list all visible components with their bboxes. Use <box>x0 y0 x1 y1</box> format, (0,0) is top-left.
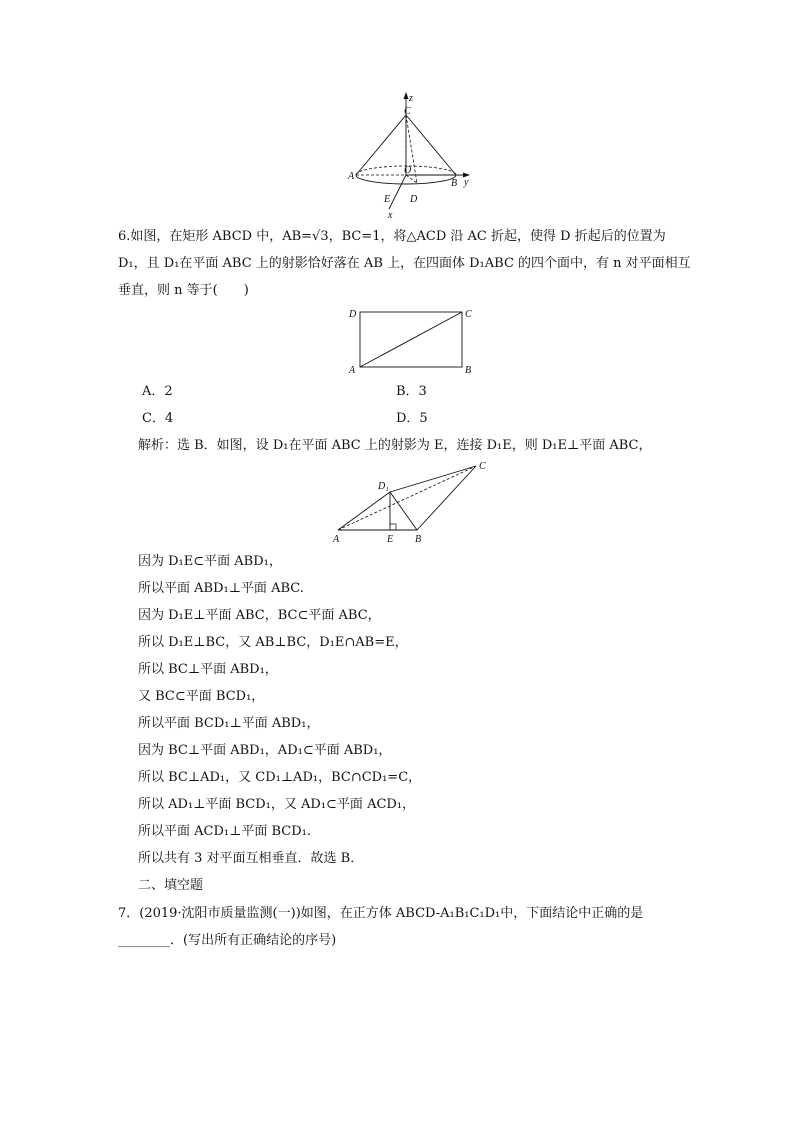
label-D1: D₁ <box>378 481 389 492</box>
q6-line-1: 6.如图，在矩形 ABCD 中，AB=√3，BC=1，将△ACD 沿 AC 折起，使得 D 折起后的位置为 <box>118 229 666 244</box>
label-B: B <box>415 534 422 545</box>
diagonal-AC <box>360 312 462 367</box>
label-E: E <box>387 534 394 545</box>
segment-AC <box>338 466 476 530</box>
option-b: B．3 <box>396 384 427 399</box>
solution-step: 所以共有 3 对平面互相垂直．故选 B． <box>138 851 364 866</box>
label-D: D <box>410 194 418 205</box>
label-A: A <box>348 171 355 182</box>
solution-step: 所以 BC⊥AD₁，又 CD₁⊥AD₁，BC∩CD₁=C， <box>138 770 422 785</box>
segment-AD1 <box>338 492 390 530</box>
segment-BC <box>417 466 476 530</box>
solution-step: 所以 D₁E⊥BC，又 AB⊥BC，D₁E∩AB=E， <box>138 635 408 650</box>
tetrahedron-figure <box>328 456 498 546</box>
label-C: C <box>465 309 472 320</box>
cone-slant-right <box>406 115 456 175</box>
label-A: A <box>349 365 356 376</box>
solution-step: 因为 D₁E⊂平面 ABD₁， <box>138 554 282 569</box>
solution-step: 因为 BC⊥平面 ABD₁，AD₁⊂平面 ABD₁， <box>138 743 392 758</box>
solution-intro: 解析：选 B．如图，设 D₁在平面 ABC 上的射影为 E，连接 D₁E，则 D₁E⊥平面 ABC， <box>138 438 652 453</box>
label-E: E <box>384 194 391 205</box>
solution-step: 所以 AD₁⊥平面 BCD₁，又 AD₁⊂平面 ACD₁， <box>138 797 416 812</box>
solution-step: 因为 D₁E⊥平面 ABC，BC⊂平面 ABC， <box>138 608 381 623</box>
solution-step: 所以平面 ACD₁⊥平面 BCD₁. <box>138 824 311 839</box>
right-angle-mark <box>390 524 396 530</box>
label-A: A <box>333 534 340 545</box>
label-C: C <box>479 461 486 472</box>
label-D: D <box>349 309 357 320</box>
q6-line-3: 垂直，则 n 等于( ) <box>118 283 249 298</box>
label-O: O <box>404 165 412 176</box>
label-B: B <box>451 178 458 189</box>
cone-figure <box>340 88 480 222</box>
q7-line-2: ________．(写出所有正确结论的序号) <box>118 933 337 948</box>
solution-step: 所以平面 BCD₁⊥平面 ABD₁， <box>138 716 320 731</box>
x-axis <box>389 175 406 209</box>
segment-D1C <box>390 466 476 492</box>
label-z: z <box>409 93 413 104</box>
option-d: D．5 <box>396 411 428 426</box>
solution-step: 所以 BC⊥平面 ABD₁， <box>138 662 278 677</box>
label-C: C <box>404 106 411 117</box>
option-a: A．2 <box>142 384 173 399</box>
solution-step: 所以平面 ABD₁⊥平面 ABC. <box>138 581 304 596</box>
cone-slant-left <box>356 115 406 175</box>
radius-OD <box>406 175 417 183</box>
section-title: 二、填空题 <box>138 878 204 893</box>
z-axis-arrow <box>404 92 409 99</box>
q7-line-1: 7．(2019·沈阳市质量监测(一))如图，在正方体 ABCD-A₁B₁C₁D₁中，下面结论中正确的是 <box>118 906 644 921</box>
label-y: y <box>464 177 469 188</box>
solution-step: 又 BC⊂平面 BCD₁， <box>138 689 265 704</box>
option-c: C．4 <box>142 411 174 426</box>
q6-line-2: D₁，且 D₁在平面 ABC 上的射影恰好落在 AB 上，在四面体 D₁ABC 的四个面中，有 n 对平面相互 <box>118 256 691 271</box>
rectangle-figure <box>340 304 480 376</box>
label-B: B <box>465 365 472 376</box>
label-x: x <box>388 210 393 221</box>
cone-base-front <box>356 175 456 184</box>
